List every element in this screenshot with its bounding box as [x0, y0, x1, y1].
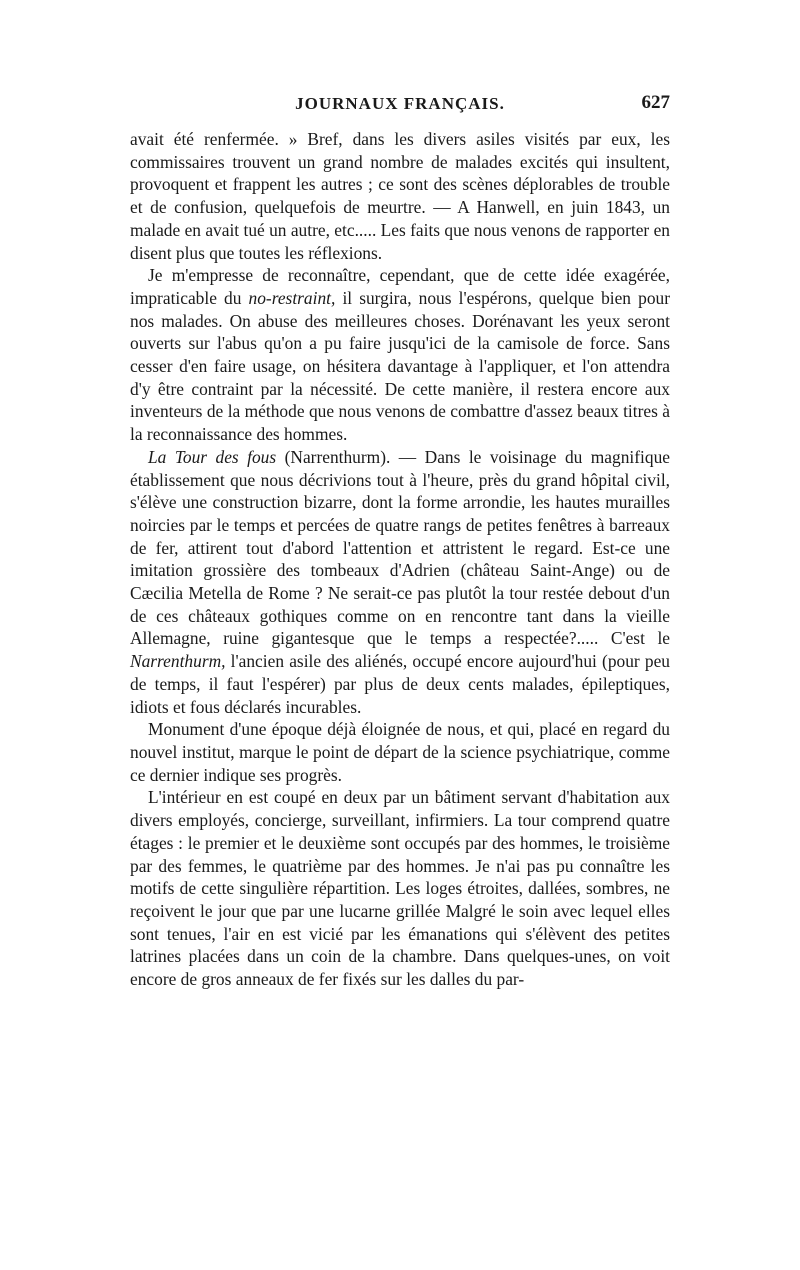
paragraph-5: L'intérieur en est coupé en deux par un bâtiment servant d'habitation aux divers employés, concierge, surveillant, infirmiers. La tour comprend quatre étages : le premier et le deuxième sont occupés par des hommes, le troisième par des femmes, le quatrième par des hommes. Je n'ai pas pu connaître les motifs de cette singulière répartition. Les loges étroites, dallées, sombres, ne reçoivent le jour que par une lucarne grillée Malgré le soin avec lequel elles sont tenues, l'air en est vicié par les émanations qui s'élèvent des petites latrines placées dans un coin de la chambre. Dans quelques-unes, on voit encore de gros anneaux de fer fixés sur les dalles du par- — [130, 787, 670, 990]
paragraph-3-italic: Narrenthurm, — [130, 651, 226, 672]
running-title: JOURNAUX FRANÇAIS. — [295, 94, 505, 113]
page-number: 627 — [641, 92, 670, 113]
paragraph-2 — [130, 264, 670, 446]
paragraph-2-text-b: il surgira, nous l'espérons, quelque bien pour nos malades. On abuse des meilleures choses. Dorénavant les yeux seront ouverts sur l'abus qu'on a pu faire jusqu'ici de la camisole de force. Sans cesser d'en faire usage, on hésitera davantage à l'appliquer, et l'on attendra d'y être contraint par la nécessité. De cette manière, il restera encore aux inventeurs de la méthode que nous venons de combattre d'assez beaux titres à la reconnaissance des hommes. — [130, 287, 670, 445]
paragraph-4: Monument d'une époque déjà éloignée de nous, et qui, placé en regard du nouvel institut, marque le point de départ de la science psychiatrique, comme ce dernier indique ses progrès. — [130, 719, 670, 785]
paragraph-3-text-b: l'ancien asile des aliénés, occupé encore aujourd'hui (pour peu de temps, il faut l'espérer) par plus de deux cents malades, épileptiques, idiots et fous déclarés incurables. — [130, 651, 670, 717]
paragraph-3-text-a: (Narrenthurm). — Dans le voisinage du magnifique établissement que nous décrivions tout à l'heure, près du grand hôpital civil, s'élève une construction bizarre, dont la forme arrondie, les hautes murailles noircies par le temps et percées de quatre rangs de petites fenêtres à barreaux de fer, attirent tout d'abord l'attention et attristent le regard. Est-ce une imitation grossière des tombeaux d'Adrien (château Saint-Ange) ou de Cæcilia Metella de Rome ? Ne serait-ce pas plutôt la tour restée debout d'un de ces châteaux gothiques comme on en rencontre tant dans la vieille Allemagne, ruine gigantesque que le temps a respectée?..... C'est le — [130, 446, 670, 649]
paragraph-1: avait été renfermée. » Bref, dans les divers asiles visités par eux, les commissaires trouvent un grand nombre de malades excités qui insultent, provoquent et frappent les autres ; ce sont des scènes déplorables de trouble et de confusion, quelquefois de meurtre. — A Hanwell, en juin 1843, un malade en avait tué un autre, etc..... Les faits que nous venons de rapporter en disent plus que toutes les réflexions. — [130, 129, 670, 263]
paragraph-2-text-a: Je m'empresse de reconnaître, cependant, que de cette idée exagérée, impraticable du — [130, 265, 670, 308]
paragraph-3 — [130, 446, 670, 718]
paragraph-2-italic: no-restraint, — [248, 287, 336, 308]
running-head — [130, 92, 670, 116]
section-title-italic: La Tour des fous — [148, 446, 277, 467]
body-text — [130, 128, 670, 991]
